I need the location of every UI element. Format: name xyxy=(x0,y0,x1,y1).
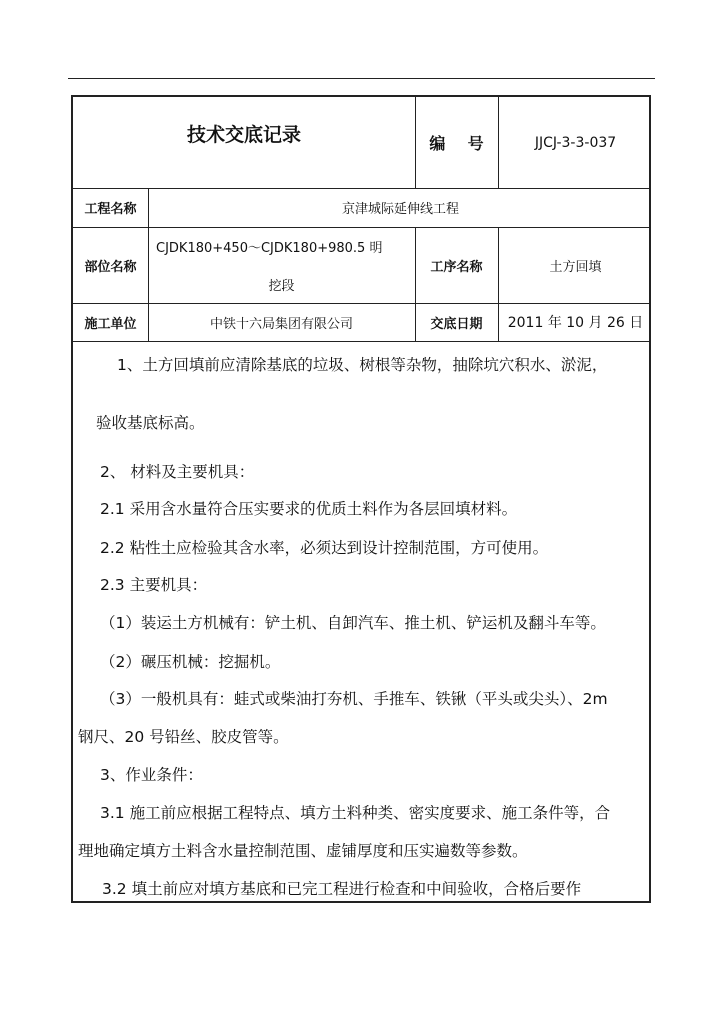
body-line: 2、 材料及主要机具： xyxy=(100,463,255,481)
process-label: 工序名称 xyxy=(430,259,483,275)
body-line: （3）一般机具有：蛙式或柴油打夯机、手推车、铁锹（平头或尖头）、2m xyxy=(100,690,608,708)
body-line: 1、土方回填前应清除基底的垃圾、树根等杂物，抽除坑穴积水、淤泥， xyxy=(117,356,608,374)
process-value: 土方回填 xyxy=(549,259,602,275)
body-line: 3、作业条件： xyxy=(100,766,203,784)
body-line: 2.2 粘性土应检验其含水率，必须达到设计控制范围，方可使用。 xyxy=(100,539,549,557)
body-line: 3.1 施工前应根据工程特点、填方土料种类、密实度要求、施工条件等，合 xyxy=(100,804,611,822)
body-line: 理地确定填方土料含水量控制范围、虚铺厚度和压实遍数等参数。 xyxy=(78,842,528,860)
body-line: 钢尺、20 号铅丝、胶皮管等。 xyxy=(78,728,289,746)
project-value: 京津城际延伸线工程 xyxy=(341,202,459,217)
date-value: 2011 年 10 月 26 日 xyxy=(507,315,644,331)
tech-briefing-form xyxy=(71,95,651,903)
body-line: （1）装运土方机械有：铲土机、自卸汽车、推土机、铲运机及翻斗车等。 xyxy=(100,614,606,632)
body-line: 2.1 采用含水量符合压实要求的优质土料作为各层回填材料。 xyxy=(100,500,518,518)
body-line: 3.2 填土前应对填方基底和已完工程进行检查和中间验收，合格后要作 xyxy=(102,880,582,898)
body-line: （2）碾压机械：挖掘机。 xyxy=(100,653,281,671)
location-value-line2: 挖段 xyxy=(268,279,295,294)
location-value xyxy=(148,227,415,303)
unit-value: 中铁十六局集团有限公司 xyxy=(209,316,353,332)
row-divider xyxy=(73,341,649,342)
number-label: 编 号 xyxy=(429,134,484,153)
project-label: 工程名称 xyxy=(84,202,137,217)
number-value: JJCJ-3-3-037 xyxy=(534,134,617,151)
unit-label: 施工单位 xyxy=(84,316,137,332)
form-title: 技术交底记录 xyxy=(186,123,301,146)
location-label: 部位名称 xyxy=(84,259,137,275)
body-line: 2.3 主要机具： xyxy=(100,576,208,594)
body-line: 验收基底标高。 xyxy=(96,414,205,432)
header-rule xyxy=(68,78,655,79)
date-label: 交底日期 xyxy=(430,316,483,332)
location-value-line1: CJDK180+450～CJDK180+980.5 明 xyxy=(156,241,383,256)
